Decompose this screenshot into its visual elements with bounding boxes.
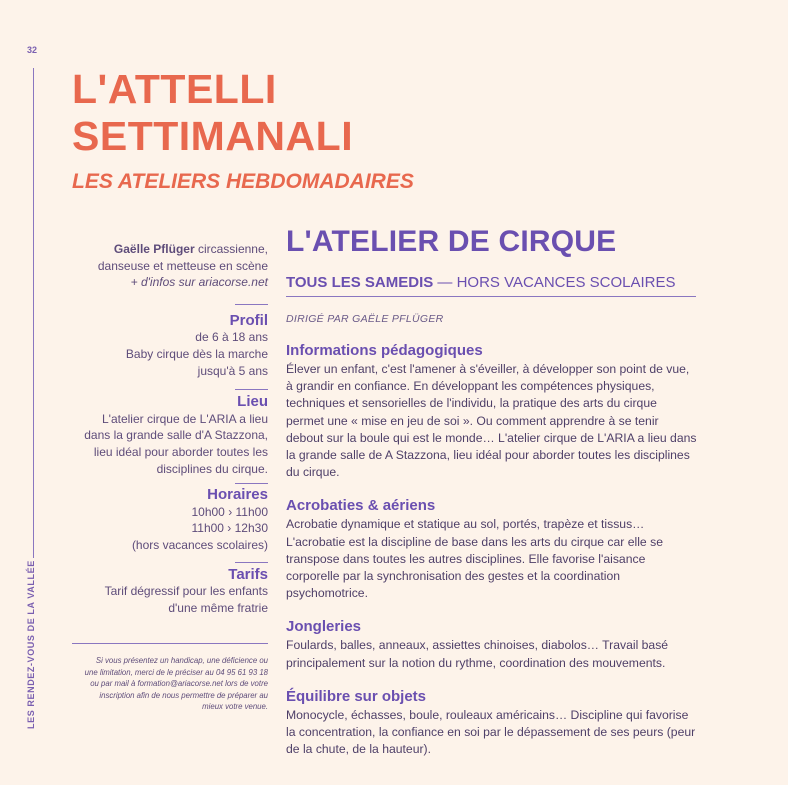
tarifs-line: d'une même fratrie: [168, 600, 268, 615]
section-heading: Informations pédagogiques: [286, 342, 483, 359]
disclaimer-line: mieux votre venue.: [202, 702, 268, 711]
intro-link[interactable]: + d'infos sur ariacorse.net: [130, 275, 268, 290]
disclaimer-line: Si vous présentez un handicap, une déficience ou: [95, 656, 268, 665]
intro-text-1: circassienne,: [194, 242, 268, 256]
profil-heading: Profil: [229, 311, 268, 329]
divider: [235, 304, 268, 305]
intro-line: [70, 241, 268, 258]
page-subtitle: LES ATELIERS HEBDOMADAIRES: [72, 170, 414, 193]
horaires-line: (hors vacances scolaires): [131, 537, 268, 552]
horaires-heading: Horaires: [207, 486, 268, 504]
intro-name: Gaëlle Pflüger: [113, 242, 195, 256]
horaires-line: 11h00 › 12h30: [191, 521, 268, 536]
disclaimer-line: inscription afin de nous permettre de préparer au: [99, 690, 268, 700]
section-text: Monocycle, échasses, boule, rouleaux américains… Discipline qui favorise la concentration, la confiance en soi par le dépassement de ses peurs (peur de la chute, de la hauteur).: [286, 707, 696, 757]
lieu-line: lieu idéal pour aborder toutes les: [93, 444, 268, 459]
intro-text-2: danseuse et metteuse en scène: [97, 258, 268, 273]
lieu-heading: Lieu: [237, 393, 268, 411]
profil-line: de 6 à 18 ans: [195, 330, 268, 345]
section-heading: Acrobaties & aériens: [286, 497, 436, 515]
section-heading: Équilibre sur objets: [286, 687, 427, 705]
section-text: Foulards, balles, anneaux, assiettes chinoises, diabolos… Travail basé principalement sur la notion du rythme, coordination des mouvements.: [286, 638, 669, 670]
profil-line: jusqu'à 5 ans: [197, 363, 268, 378]
accessibility-disclaimer: [72, 655, 268, 713]
schedule-line: [286, 274, 696, 297]
lieu-line: dans la grande salle d'A Stazzona,: [84, 428, 268, 443]
divider: [235, 389, 268, 390]
director-credit: DIRIGÉ PAR GAËLE PFLÜGER: [286, 313, 444, 325]
divider: [235, 562, 268, 563]
section-text: Élever un enfant, c'est l'amener à s'éveiller, à développer son point de vue, à grandir en confiance. En développant les compétences physiques, techniques et sensorielles de l'individu, la pratique des arts du cirque permet une « mise en jeu de soi ». Ou comment apprendre à se tenir debout sur la boule qui est le monde… L'atelier cirque de L'ARIA a lieu dans la grande salle de A Stazzona, lieu idéal pour aborder toutes les disciplines du cirque.: [286, 362, 697, 480]
lieu-line: L'atelier cirque de L'ARIA a lieu: [101, 411, 268, 426]
lieu-line: disciplines du cirque.: [156, 461, 268, 476]
disclaimer-line: ou par mail à formation@ariacorse.net lors de votre: [90, 679, 268, 688]
side-rule: [33, 68, 34, 558]
page-number: 32: [27, 45, 38, 55]
section-heading: Jongleries: [286, 618, 362, 636]
divider: [235, 483, 268, 484]
profil-line: Baby cirque dès la marche: [125, 346, 268, 361]
title-line-2: SETTIMANALI: [72, 113, 354, 159]
tarifs-line: Tarif dégressif pour les enfants: [104, 584, 268, 599]
section-side-label: LES RENDEZ-VOUS DE LA VALLÉE: [26, 560, 36, 729]
section-text: Acrobatie dynamique et statique au sol, portés, trapèze et tissus… L'acrobatie est la discipline de base dans les arts du cirque car elle se transpose dans toutes les autres disciplines. Elle favorise l'aisance corporelle par la synchronisation des gestes et la coordination psychomotrice.: [286, 517, 663, 601]
page-title: [72, 66, 353, 160]
title-line-1: L'ATTELLI: [72, 66, 277, 112]
disclaimer-line: une limitation, merci de le préciser au 04 95 61 93 18: [84, 667, 268, 677]
tarifs-heading: Tarifs: [228, 565, 268, 583]
schedule-bold: TOUS LES SAMEDIS: [286, 274, 434, 291]
schedule-rest: — HORS VACANCES SCOLAIRES: [433, 274, 676, 291]
info-sidebar: [70, 241, 268, 616]
workshop-description: [286, 341, 698, 773]
horaires-line: 10h00 › 11h00: [191, 504, 268, 519]
disclaimer-rule: [72, 643, 268, 644]
workshop-title: L'ATELIER DE CIRQUE: [286, 225, 617, 258]
